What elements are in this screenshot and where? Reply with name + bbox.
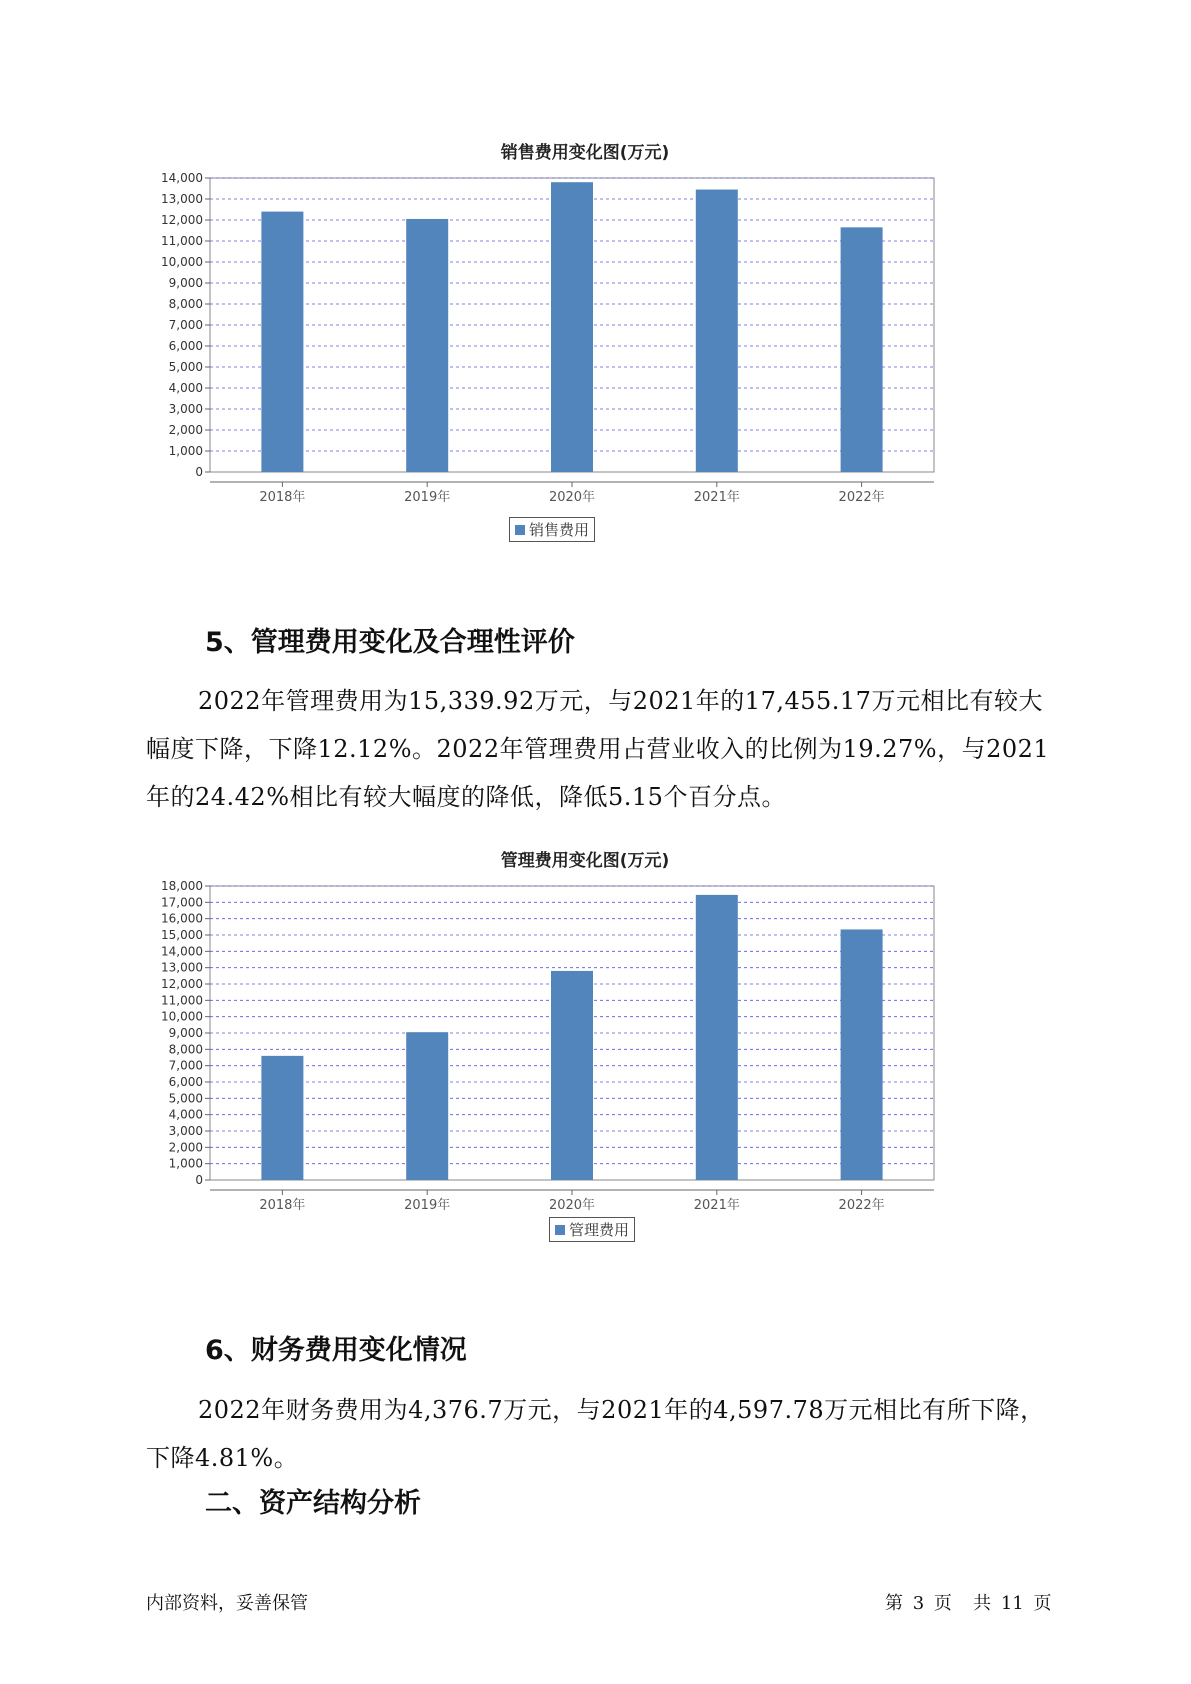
bar-3 (551, 182, 593, 472)
x-tick-label: 2021年 (693, 1198, 740, 1213)
y-tick-label: 12,000 (161, 213, 203, 227)
y-tick-label: 4,000 (168, 1107, 203, 1122)
x-tick-label: 2019年 (404, 490, 451, 505)
bar-2 (406, 1032, 448, 1180)
chart-title: 管理费用变化图(万元) (500, 851, 670, 871)
legend-label: 销售费用 (529, 521, 590, 539)
x-tick-label: 2018年 (259, 490, 306, 505)
chart-title: 销售费用变化图(万元) (500, 143, 670, 163)
section-6-paragraph: 2022年财务费用为4,376.7万元，与2021年的4,597.78万元相比有所下降，下降4.81%。 (146, 1396, 1045, 1472)
y-tick-label: 0 (195, 1173, 203, 1187)
y-tick-label: 3,000 (168, 402, 203, 416)
y-tick-label: 14,000 (161, 944, 203, 959)
y-tick-label: 18,000 (161, 879, 203, 893)
bar-2 (406, 219, 448, 472)
y-tick-label: 3,000 (168, 1124, 203, 1138)
y-tick-label: 13,000 (161, 960, 203, 975)
footer-confidential-note: 内部资料，妥善保管 (146, 1593, 308, 1614)
y-tick-label: 2,000 (168, 1140, 203, 1155)
y-tick-label: 13,000 (161, 192, 203, 206)
page-unit: 页 (933, 1593, 952, 1614)
y-tick-label: 4,000 (168, 381, 203, 395)
y-tick-label: 1,000 (168, 444, 203, 458)
bar-5 (841, 929, 883, 1180)
y-tick-label: 14,000 (161, 171, 203, 185)
legend-label: 管理费用 (569, 1221, 630, 1239)
y-tick-label: 16,000 (161, 911, 203, 926)
section-5-heading: 5、管理费用变化及合理性评价 (205, 627, 575, 658)
page-current: 3 (912, 1593, 925, 1614)
bar-1 (261, 1056, 303, 1180)
y-tick-label: 0 (195, 465, 203, 479)
section-6-heading: 6、财务费用变化情况 (205, 1335, 467, 1366)
page-prefix: 第 (885, 1593, 903, 1614)
y-tick-label: 6,000 (168, 1075, 203, 1089)
bar-1 (261, 212, 303, 472)
admin-expense-plot (150, 876, 1020, 1216)
x-tick-label: 2019年 (404, 1198, 451, 1213)
bar-4 (696, 190, 738, 472)
x-tick-label: 2020年 (548, 1198, 596, 1213)
y-tick-label: 10,000 (161, 255, 203, 269)
x-tick-label: 2020年 (548, 490, 596, 505)
legend-swatch (555, 1225, 565, 1235)
y-tick-label: 8,000 (168, 297, 203, 311)
chart-legend (509, 517, 595, 542)
y-tick-label: 6,000 (168, 339, 203, 353)
chart-legend (549, 1217, 635, 1242)
y-tick-label: 10,000 (161, 1009, 203, 1024)
y-tick-label: 12,000 (161, 977, 203, 991)
sales-expense-plot (150, 168, 1020, 508)
page-total: 11 (1000, 1593, 1024, 1614)
y-tick-label: 7,000 (168, 318, 203, 332)
bar-5 (841, 227, 883, 472)
x-tick-label: 2018年 (259, 1198, 306, 1213)
y-tick-label: 5,000 (168, 1091, 203, 1106)
y-tick-label: 9,000 (168, 276, 203, 290)
x-tick-label: 2022年 (838, 1198, 885, 1213)
bar-4 (696, 895, 738, 1180)
section-5-paragraph: 2022年管理费用为15,339.92万元，与2021年的17,455.17万元相比有较大幅度下降，下降12.12%。2022年管理费用占营业收入的比例为19.27%，与2021年的24.42%相比有较大幅度的降低，降低5.15个百分点。 (146, 687, 1050, 811)
y-tick-label: 5,000 (168, 360, 203, 374)
y-tick-label: 7,000 (168, 1058, 203, 1073)
y-tick-label: 11,000 (161, 993, 203, 1008)
admin-expense-chart (150, 846, 1020, 1256)
total-unit: 页 (1033, 1593, 1052, 1614)
y-tick-label: 11,000 (161, 234, 203, 248)
sales-expense-chart (150, 138, 1020, 548)
y-tick-label: 15,000 (161, 928, 203, 942)
x-tick-label: 2021年 (693, 490, 740, 505)
total-prefix: 共 (973, 1593, 992, 1614)
y-tick-label: 9,000 (168, 1026, 203, 1040)
footer-page-number (883, 1589, 1053, 1615)
y-tick-label: 17,000 (161, 895, 203, 910)
y-tick-label: 8,000 (168, 1042, 203, 1057)
x-tick-label: 2022年 (838, 490, 885, 505)
legend-swatch (515, 525, 525, 535)
y-tick-label: 2,000 (168, 423, 203, 437)
part-2-heading: 二、资产结构分析 (205, 1488, 421, 1519)
bar-3 (551, 971, 593, 1180)
y-tick-label: 1,000 (168, 1156, 203, 1171)
